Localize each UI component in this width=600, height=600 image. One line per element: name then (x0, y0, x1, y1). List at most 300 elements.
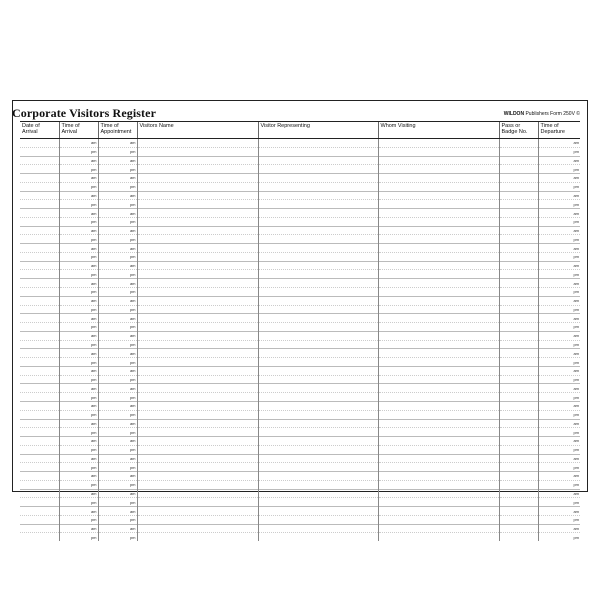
cell-name[interactable] (137, 445, 258, 454)
cell-date[interactable] (20, 489, 59, 498)
cell-whom[interactable] (378, 480, 499, 489)
cell-name[interactable] (137, 524, 258, 533)
cell-appointment[interactable]: am (98, 331, 137, 340)
cell-pass[interactable] (499, 270, 538, 279)
cell-name[interactable] (137, 226, 258, 235)
cell-name[interactable] (137, 463, 258, 472)
cell-arrival[interactable]: am (59, 489, 98, 498)
cell-pass[interactable] (499, 358, 538, 367)
cell-appointment[interactable]: pm (98, 182, 137, 191)
cell-name[interactable] (137, 305, 258, 314)
cell-appointment[interactable]: am (98, 366, 137, 375)
cell-arrival[interactable]: am (59, 419, 98, 428)
cell-name[interactable] (137, 410, 258, 419)
cell-arrival[interactable]: pm (59, 498, 98, 507)
cell-name[interactable] (137, 235, 258, 244)
cell-representing[interactable] (258, 340, 378, 349)
cell-departure[interactable]: am (538, 209, 580, 218)
cell-representing[interactable] (258, 533, 378, 541)
cell-date[interactable] (20, 165, 59, 174)
cell-date[interactable] (20, 191, 59, 200)
cell-representing[interactable] (258, 147, 378, 156)
cell-pass[interactable] (499, 209, 538, 218)
cell-departure[interactable]: pm (538, 182, 580, 191)
cell-pass[interactable] (499, 182, 538, 191)
cell-representing[interactable] (258, 384, 378, 393)
cell-whom[interactable] (378, 533, 499, 541)
cell-date[interactable] (20, 358, 59, 367)
cell-representing[interactable] (258, 182, 378, 191)
cell-representing[interactable] (258, 349, 378, 358)
cell-representing[interactable] (258, 366, 378, 375)
cell-pass[interactable] (499, 340, 538, 349)
cell-pass[interactable] (499, 480, 538, 489)
cell-departure[interactable]: am (538, 174, 580, 183)
cell-departure[interactable]: pm (538, 217, 580, 226)
cell-departure[interactable]: pm (538, 200, 580, 209)
cell-whom[interactable] (378, 261, 499, 270)
cell-arrival[interactable]: am (59, 156, 98, 165)
cell-arrival[interactable]: pm (59, 463, 98, 472)
cell-representing[interactable] (258, 410, 378, 419)
cell-date[interactable] (20, 261, 59, 270)
cell-arrival[interactable]: am (59, 366, 98, 375)
cell-arrival[interactable]: pm (59, 323, 98, 332)
cell-representing[interactable] (258, 314, 378, 323)
cell-date[interactable] (20, 156, 59, 165)
cell-whom[interactable] (378, 156, 499, 165)
cell-name[interactable] (137, 296, 258, 305)
cell-whom[interactable] (378, 252, 499, 261)
cell-pass[interactable] (499, 384, 538, 393)
cell-whom[interactable] (378, 340, 499, 349)
cell-departure[interactable]: am (538, 296, 580, 305)
cell-departure[interactable]: pm (538, 445, 580, 454)
cell-representing[interactable] (258, 428, 378, 437)
cell-arrival[interactable]: pm (59, 200, 98, 209)
cell-pass[interactable] (499, 191, 538, 200)
cell-whom[interactable] (378, 270, 499, 279)
cell-name[interactable] (137, 156, 258, 165)
cell-name[interactable] (137, 507, 258, 516)
cell-pass[interactable] (499, 156, 538, 165)
cell-departure[interactable]: am (538, 279, 580, 288)
cell-appointment[interactable]: pm (98, 463, 137, 472)
cell-representing[interactable] (258, 445, 378, 454)
cell-arrival[interactable]: am (59, 384, 98, 393)
cell-appointment[interactable]: am (98, 244, 137, 253)
cell-name[interactable] (137, 419, 258, 428)
cell-departure[interactable]: am (538, 472, 580, 481)
cell-arrival[interactable]: am (59, 437, 98, 446)
cell-departure[interactable]: pm (538, 515, 580, 524)
cell-name[interactable] (137, 288, 258, 297)
cell-pass[interactable] (499, 226, 538, 235)
cell-appointment[interactable]: am (98, 437, 137, 446)
cell-departure[interactable]: am (538, 156, 580, 165)
cell-pass[interactable] (499, 217, 538, 226)
cell-whom[interactable] (378, 235, 499, 244)
cell-name[interactable] (137, 314, 258, 323)
cell-name[interactable] (137, 489, 258, 498)
cell-name[interactable] (137, 340, 258, 349)
cell-arrival[interactable]: pm (59, 182, 98, 191)
cell-appointment[interactable]: am (98, 524, 137, 533)
cell-name[interactable] (137, 323, 258, 332)
cell-name[interactable] (137, 472, 258, 481)
cell-arrival[interactable]: pm (59, 235, 98, 244)
cell-representing[interactable] (258, 296, 378, 305)
cell-arrival[interactable]: am (59, 401, 98, 410)
cell-date[interactable] (20, 252, 59, 261)
cell-appointment[interactable]: am (98, 489, 137, 498)
cell-arrival[interactable]: pm (59, 165, 98, 174)
cell-whom[interactable] (378, 147, 499, 156)
cell-departure[interactable]: am (538, 226, 580, 235)
cell-appointment[interactable]: pm (98, 217, 137, 226)
cell-name[interactable] (137, 366, 258, 375)
cell-whom[interactable] (378, 384, 499, 393)
cell-appointment[interactable]: am (98, 261, 137, 270)
cell-departure[interactable]: am (538, 401, 580, 410)
cell-arrival[interactable]: pm (59, 288, 98, 297)
cell-date[interactable] (20, 410, 59, 419)
cell-date[interactable] (20, 139, 59, 148)
cell-pass[interactable] (499, 410, 538, 419)
cell-name[interactable] (137, 437, 258, 446)
cell-departure[interactable]: pm (538, 533, 580, 541)
cell-departure[interactable]: am (538, 454, 580, 463)
cell-whom[interactable] (378, 507, 499, 516)
cell-appointment[interactable]: pm (98, 305, 137, 314)
cell-departure[interactable]: pm (538, 305, 580, 314)
cell-appointment[interactable]: pm (98, 410, 137, 419)
cell-appointment[interactable]: am (98, 279, 137, 288)
cell-appointment[interactable]: am (98, 296, 137, 305)
cell-pass[interactable] (499, 463, 538, 472)
cell-appointment[interactable]: pm (98, 533, 137, 541)
cell-arrival[interactable]: am (59, 209, 98, 218)
cell-representing[interactable] (258, 252, 378, 261)
cell-appointment[interactable]: am (98, 191, 137, 200)
cell-date[interactable] (20, 366, 59, 375)
cell-date[interactable] (20, 524, 59, 533)
cell-pass[interactable] (499, 428, 538, 437)
cell-whom[interactable] (378, 454, 499, 463)
cell-departure[interactable]: pm (538, 393, 580, 402)
cell-name[interactable] (137, 244, 258, 253)
cell-representing[interactable] (258, 507, 378, 516)
cell-whom[interactable] (378, 139, 499, 148)
cell-departure[interactable]: pm (538, 147, 580, 156)
cell-date[interactable] (20, 147, 59, 156)
cell-name[interactable] (137, 375, 258, 384)
cell-whom[interactable] (378, 296, 499, 305)
cell-whom[interactable] (378, 182, 499, 191)
cell-representing[interactable] (258, 323, 378, 332)
cell-arrival[interactable]: am (59, 296, 98, 305)
cell-departure[interactable]: pm (538, 165, 580, 174)
cell-name[interactable] (137, 139, 258, 148)
cell-departure[interactable]: am (538, 349, 580, 358)
cell-arrival[interactable]: am (59, 261, 98, 270)
cell-date[interactable] (20, 401, 59, 410)
cell-representing[interactable] (258, 454, 378, 463)
cell-date[interactable] (20, 533, 59, 541)
cell-name[interactable] (137, 252, 258, 261)
cell-departure[interactable]: pm (538, 235, 580, 244)
cell-departure[interactable]: am (538, 244, 580, 253)
cell-pass[interactable] (499, 489, 538, 498)
cell-whom[interactable] (378, 349, 499, 358)
cell-name[interactable] (137, 384, 258, 393)
cell-name[interactable] (137, 200, 258, 209)
cell-departure[interactable]: pm (538, 340, 580, 349)
cell-date[interactable] (20, 331, 59, 340)
cell-pass[interactable] (499, 174, 538, 183)
cell-pass[interactable] (499, 366, 538, 375)
cell-representing[interactable] (258, 524, 378, 533)
cell-appointment[interactable]: pm (98, 270, 137, 279)
cell-name[interactable] (137, 165, 258, 174)
cell-departure[interactable]: pm (538, 270, 580, 279)
cell-arrival[interactable]: pm (59, 305, 98, 314)
cell-representing[interactable] (258, 498, 378, 507)
cell-representing[interactable] (258, 288, 378, 297)
cell-whom[interactable] (378, 515, 499, 524)
cell-representing[interactable] (258, 235, 378, 244)
cell-arrival[interactable]: am (59, 349, 98, 358)
cell-arrival[interactable]: am (59, 507, 98, 516)
cell-appointment[interactable]: pm (98, 147, 137, 156)
cell-arrival[interactable]: pm (59, 217, 98, 226)
cell-appointment[interactable]: am (98, 384, 137, 393)
cell-arrival[interactable]: pm (59, 147, 98, 156)
cell-arrival[interactable]: am (59, 454, 98, 463)
cell-representing[interactable] (258, 419, 378, 428)
cell-name[interactable] (137, 401, 258, 410)
cell-appointment[interactable]: pm (98, 498, 137, 507)
cell-date[interactable] (20, 182, 59, 191)
cell-pass[interactable] (499, 349, 538, 358)
cell-arrival[interactable]: am (59, 139, 98, 148)
cell-departure[interactable]: pm (538, 375, 580, 384)
cell-representing[interactable] (258, 165, 378, 174)
cell-appointment[interactable]: pm (98, 445, 137, 454)
cell-date[interactable] (20, 244, 59, 253)
cell-date[interactable] (20, 323, 59, 332)
cell-date[interactable] (20, 472, 59, 481)
cell-name[interactable] (137, 261, 258, 270)
cell-whom[interactable] (378, 498, 499, 507)
cell-departure[interactable]: am (538, 261, 580, 270)
cell-appointment[interactable]: pm (98, 480, 137, 489)
cell-appointment[interactable]: pm (98, 288, 137, 297)
cell-representing[interactable] (258, 279, 378, 288)
cell-representing[interactable] (258, 305, 378, 314)
cell-representing[interactable] (258, 217, 378, 226)
cell-representing[interactable] (258, 191, 378, 200)
cell-name[interactable] (137, 174, 258, 183)
cell-departure[interactable]: pm (538, 463, 580, 472)
cell-date[interactable] (20, 209, 59, 218)
cell-date[interactable] (20, 445, 59, 454)
cell-whom[interactable] (378, 437, 499, 446)
cell-whom[interactable] (378, 314, 499, 323)
cell-date[interactable] (20, 340, 59, 349)
cell-whom[interactable] (378, 165, 499, 174)
cell-pass[interactable] (499, 393, 538, 402)
cell-appointment[interactable]: pm (98, 515, 137, 524)
cell-whom[interactable] (378, 279, 499, 288)
cell-date[interactable] (20, 419, 59, 428)
cell-whom[interactable] (378, 191, 499, 200)
cell-arrival[interactable]: pm (59, 340, 98, 349)
cell-name[interactable] (137, 393, 258, 402)
cell-departure[interactable]: am (538, 314, 580, 323)
cell-pass[interactable] (499, 498, 538, 507)
cell-pass[interactable] (499, 401, 538, 410)
cell-appointment[interactable]: am (98, 139, 137, 148)
cell-date[interactable] (20, 507, 59, 516)
cell-representing[interactable] (258, 244, 378, 253)
cell-date[interactable] (20, 515, 59, 524)
cell-appointment[interactable]: pm (98, 252, 137, 261)
cell-arrival[interactable]: pm (59, 445, 98, 454)
cell-representing[interactable] (258, 209, 378, 218)
cell-departure[interactable]: pm (538, 252, 580, 261)
cell-appointment[interactable]: am (98, 349, 137, 358)
cell-pass[interactable] (499, 419, 538, 428)
cell-arrival[interactable]: pm (59, 480, 98, 489)
cell-appointment[interactable]: pm (98, 393, 137, 402)
cell-departure[interactable]: am (538, 366, 580, 375)
cell-date[interactable] (20, 454, 59, 463)
cell-name[interactable] (137, 209, 258, 218)
cell-pass[interactable] (499, 515, 538, 524)
cell-pass[interactable] (499, 323, 538, 332)
cell-appointment[interactable]: am (98, 209, 137, 218)
cell-pass[interactable] (499, 437, 538, 446)
cell-name[interactable] (137, 480, 258, 489)
cell-whom[interactable] (378, 366, 499, 375)
cell-representing[interactable] (258, 226, 378, 235)
cell-whom[interactable] (378, 226, 499, 235)
cell-date[interactable] (20, 174, 59, 183)
cell-appointment[interactable]: pm (98, 235, 137, 244)
cell-date[interactable] (20, 384, 59, 393)
cell-appointment[interactable]: pm (98, 375, 137, 384)
cell-pass[interactable] (499, 454, 538, 463)
cell-arrival[interactable]: am (59, 174, 98, 183)
cell-departure[interactable]: am (538, 384, 580, 393)
cell-representing[interactable] (258, 463, 378, 472)
cell-appointment[interactable]: am (98, 174, 137, 183)
cell-pass[interactable] (499, 235, 538, 244)
cell-appointment[interactable]: am (98, 472, 137, 481)
cell-arrival[interactable]: pm (59, 533, 98, 541)
cell-departure[interactable]: am (538, 507, 580, 516)
cell-pass[interactable] (499, 261, 538, 270)
cell-name[interactable] (137, 349, 258, 358)
cell-date[interactable] (20, 279, 59, 288)
cell-departure[interactable]: am (538, 489, 580, 498)
cell-departure[interactable]: pm (538, 480, 580, 489)
cell-departure[interactable]: am (538, 524, 580, 533)
cell-pass[interactable] (499, 533, 538, 541)
cell-appointment[interactable]: am (98, 419, 137, 428)
cell-whom[interactable] (378, 472, 499, 481)
cell-date[interactable] (20, 437, 59, 446)
cell-whom[interactable] (378, 174, 499, 183)
cell-whom[interactable] (378, 401, 499, 410)
cell-pass[interactable] (499, 445, 538, 454)
cell-name[interactable] (137, 191, 258, 200)
cell-representing[interactable] (258, 515, 378, 524)
cell-name[interactable] (137, 182, 258, 191)
cell-date[interactable] (20, 428, 59, 437)
cell-whom[interactable] (378, 489, 499, 498)
cell-appointment[interactable]: pm (98, 200, 137, 209)
cell-appointment[interactable]: pm (98, 340, 137, 349)
cell-arrival[interactable]: am (59, 279, 98, 288)
cell-arrival[interactable]: am (59, 472, 98, 481)
cell-date[interactable] (20, 270, 59, 279)
cell-appointment[interactable]: am (98, 226, 137, 235)
cell-representing[interactable] (258, 489, 378, 498)
cell-whom[interactable] (378, 288, 499, 297)
cell-pass[interactable] (499, 139, 538, 148)
cell-pass[interactable] (499, 375, 538, 384)
cell-pass[interactable] (499, 314, 538, 323)
cell-pass[interactable] (499, 288, 538, 297)
cell-arrival[interactable]: am (59, 226, 98, 235)
cell-date[interactable] (20, 217, 59, 226)
cell-departure[interactable]: pm (538, 323, 580, 332)
cell-name[interactable] (137, 270, 258, 279)
cell-pass[interactable] (499, 305, 538, 314)
cell-arrival[interactable]: pm (59, 375, 98, 384)
cell-whom[interactable] (378, 375, 499, 384)
cell-representing[interactable] (258, 401, 378, 410)
cell-arrival[interactable]: am (59, 191, 98, 200)
cell-whom[interactable] (378, 217, 499, 226)
cell-name[interactable] (137, 147, 258, 156)
cell-arrival[interactable]: pm (59, 410, 98, 419)
cell-pass[interactable] (499, 524, 538, 533)
cell-whom[interactable] (378, 331, 499, 340)
cell-whom[interactable] (378, 393, 499, 402)
cell-date[interactable] (20, 288, 59, 297)
cell-arrival[interactable]: pm (59, 252, 98, 261)
cell-representing[interactable] (258, 393, 378, 402)
cell-representing[interactable] (258, 270, 378, 279)
cell-appointment[interactable]: am (98, 401, 137, 410)
cell-arrival[interactable]: am (59, 244, 98, 253)
cell-whom[interactable] (378, 209, 499, 218)
cell-pass[interactable] (499, 165, 538, 174)
cell-appointment[interactable]: am (98, 314, 137, 323)
cell-name[interactable] (137, 331, 258, 340)
cell-arrival[interactable]: pm (59, 270, 98, 279)
cell-pass[interactable] (499, 507, 538, 516)
cell-departure[interactable]: pm (538, 428, 580, 437)
cell-whom[interactable] (378, 305, 499, 314)
cell-representing[interactable] (258, 174, 378, 183)
cell-departure[interactable]: am (538, 139, 580, 148)
cell-whom[interactable] (378, 428, 499, 437)
cell-pass[interactable] (499, 296, 538, 305)
